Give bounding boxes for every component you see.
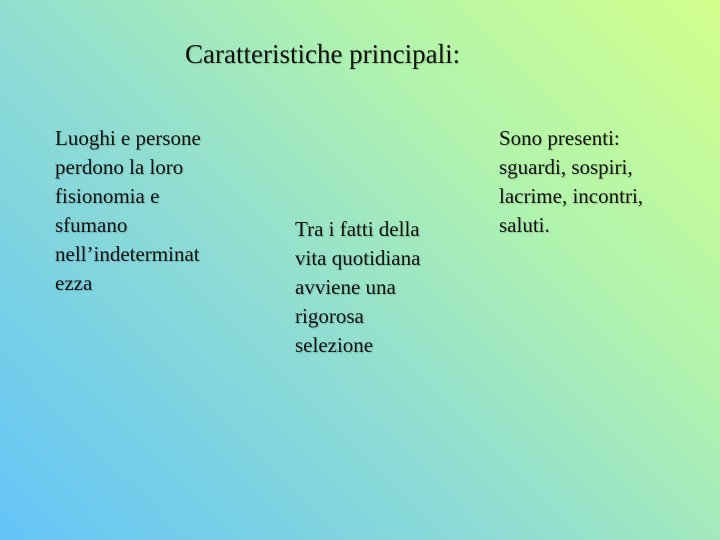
text-block-right: Sono presenti: sguardi, sospiri, lacrime, incontri, saluti. [499,126,644,237]
slide-title: Caratteristiche principali: [185,39,461,69]
text-block-left: Luoghi e persone perdono la loro fisionomia e sfumano nell’indeterminat ezza [55,126,201,295]
text-block-middle: Tra i fatti della vita quotidiana avviene una rigorosa selezione [295,217,421,357]
